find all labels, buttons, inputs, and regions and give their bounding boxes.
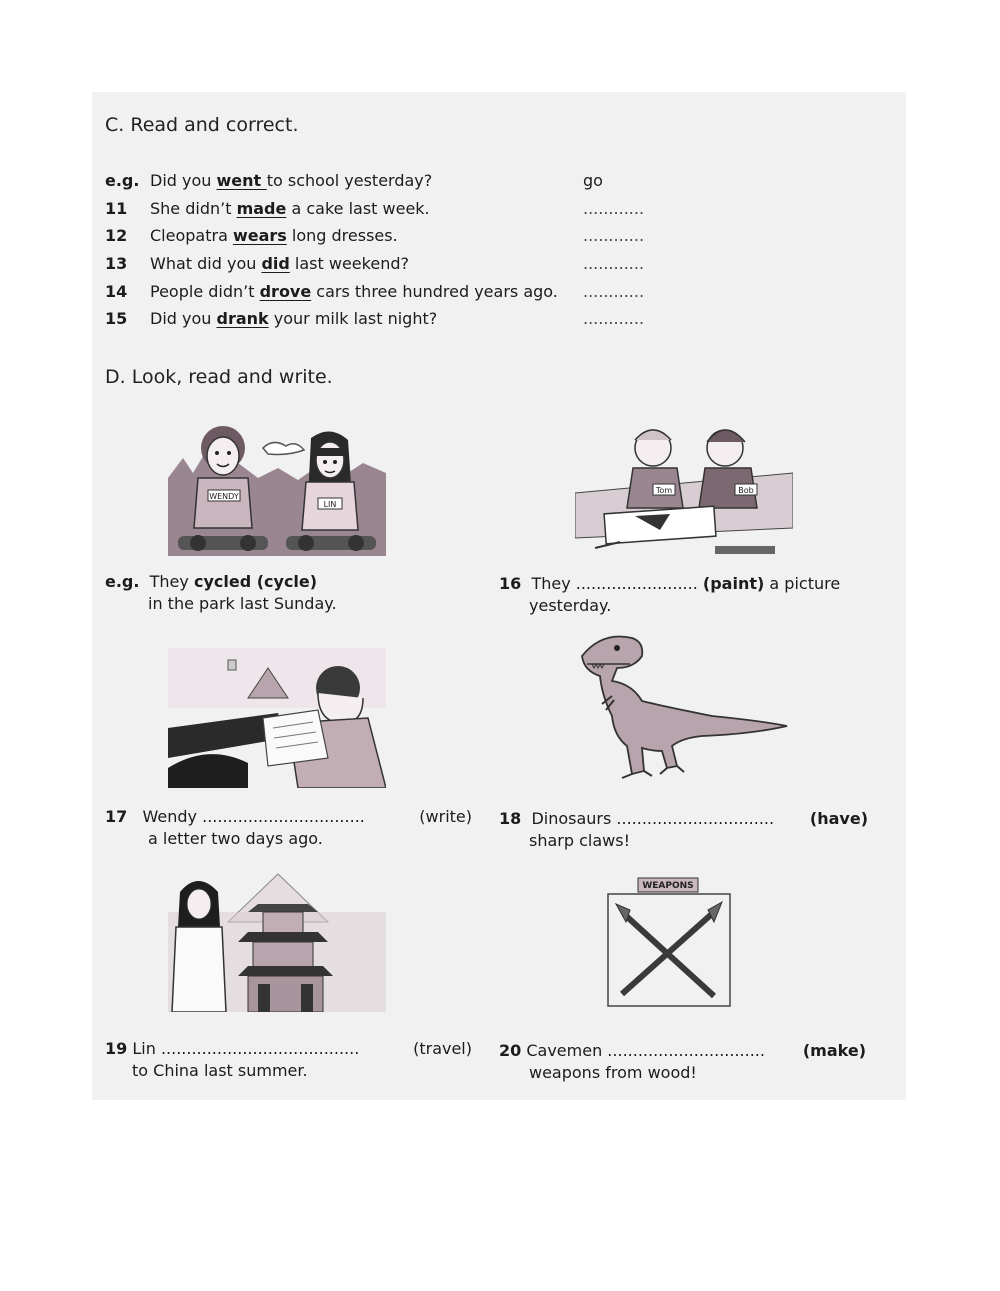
name-tag-wendy: WENDY [209, 492, 239, 501]
caption-16: 16 They ........................ (paint) a picture yesterday. [499, 574, 841, 615]
name-tag-tom: Tom [655, 486, 673, 495]
section-d-title: D. Look, read and write. [105, 366, 333, 388]
weapons-sign: WEAPONS [642, 881, 694, 891]
row-number: 15 [105, 309, 128, 328]
row-number: 12 [105, 226, 128, 245]
answer-example: cycled (cycle) [193, 572, 318, 591]
caption-number: e.g. [105, 572, 140, 591]
row-number: e.g. [105, 171, 140, 190]
china-illustration [168, 872, 386, 1012]
painting-illustration [575, 418, 793, 558]
section-c-title: C. Read and correct. [105, 114, 299, 136]
row-sentence: She didn’t made a cake last week. [150, 199, 430, 218]
answer-blank[interactable]: Wendy ................................ [142, 807, 365, 826]
row-sentence: People didn’t drove cars three hundred years ago. [150, 282, 558, 301]
wrong-word: went [216, 171, 267, 190]
name-tag-bob: Bob [738, 486, 754, 495]
row-sentence: Cleopatra wears long dresses. [150, 226, 398, 245]
row-number: 14 [105, 282, 128, 301]
answer-blank[interactable]: ............ [583, 309, 645, 328]
caption-20: 20 Cavemen ............................... (make) weapons from wood! [499, 1041, 866, 1082]
caption-17: 17 Wendy ................................ (write) a letter two days ago. [105, 807, 472, 848]
caption-number: 20 [499, 1041, 522, 1060]
row-sentence: Did you went to school yesterday? [150, 171, 433, 190]
row-number: 13 [105, 254, 128, 273]
caption-19: 19 Lin ....................................... (travel) to China last summer. [105, 1039, 472, 1080]
weapons-illustration [606, 876, 732, 1010]
wrong-word: made [236, 199, 287, 218]
cycling-illustration [168, 418, 386, 556]
wrong-word: drove [259, 282, 312, 301]
caption-number: 17 [105, 807, 128, 826]
wrong-word: drank [216, 309, 269, 328]
answer-example: go [583, 171, 603, 190]
row-sentence: Did you drank your milk last night? [150, 309, 438, 328]
answer-blank[interactable]: ............ [583, 254, 645, 273]
name-tag-lin: LIN [323, 500, 337, 509]
wrong-word: wears [232, 226, 287, 245]
answer-blank[interactable]: Lin ....................................... [132, 1039, 360, 1058]
answer-blank[interactable]: ............ [583, 282, 645, 301]
caption-18: 18 Dinosaurs ............................... (have) sharp claws! [499, 809, 868, 850]
dinosaur-illustration [572, 626, 792, 791]
caption-number: 18 [499, 809, 522, 828]
row-sentence: What did you did last weekend? [150, 254, 409, 273]
answer-blank[interactable]: Cavemen ............................... [526, 1041, 765, 1060]
caption-example: e.g. They cycled (cycle) in the park last Sunday. [105, 572, 337, 613]
writing-illustration [168, 648, 386, 788]
answer-blank[interactable]: ............ [583, 199, 645, 218]
answer-blank[interactable]: They ........................ [531, 574, 703, 593]
caption-number: 16 [499, 574, 522, 593]
answer-blank[interactable]: Dinosaurs ............................... [531, 809, 775, 828]
wrong-word: did [261, 254, 290, 273]
row-number: 11 [105, 199, 128, 218]
answer-blank[interactable]: ............ [583, 226, 645, 245]
caption-number: 19 [105, 1039, 128, 1058]
